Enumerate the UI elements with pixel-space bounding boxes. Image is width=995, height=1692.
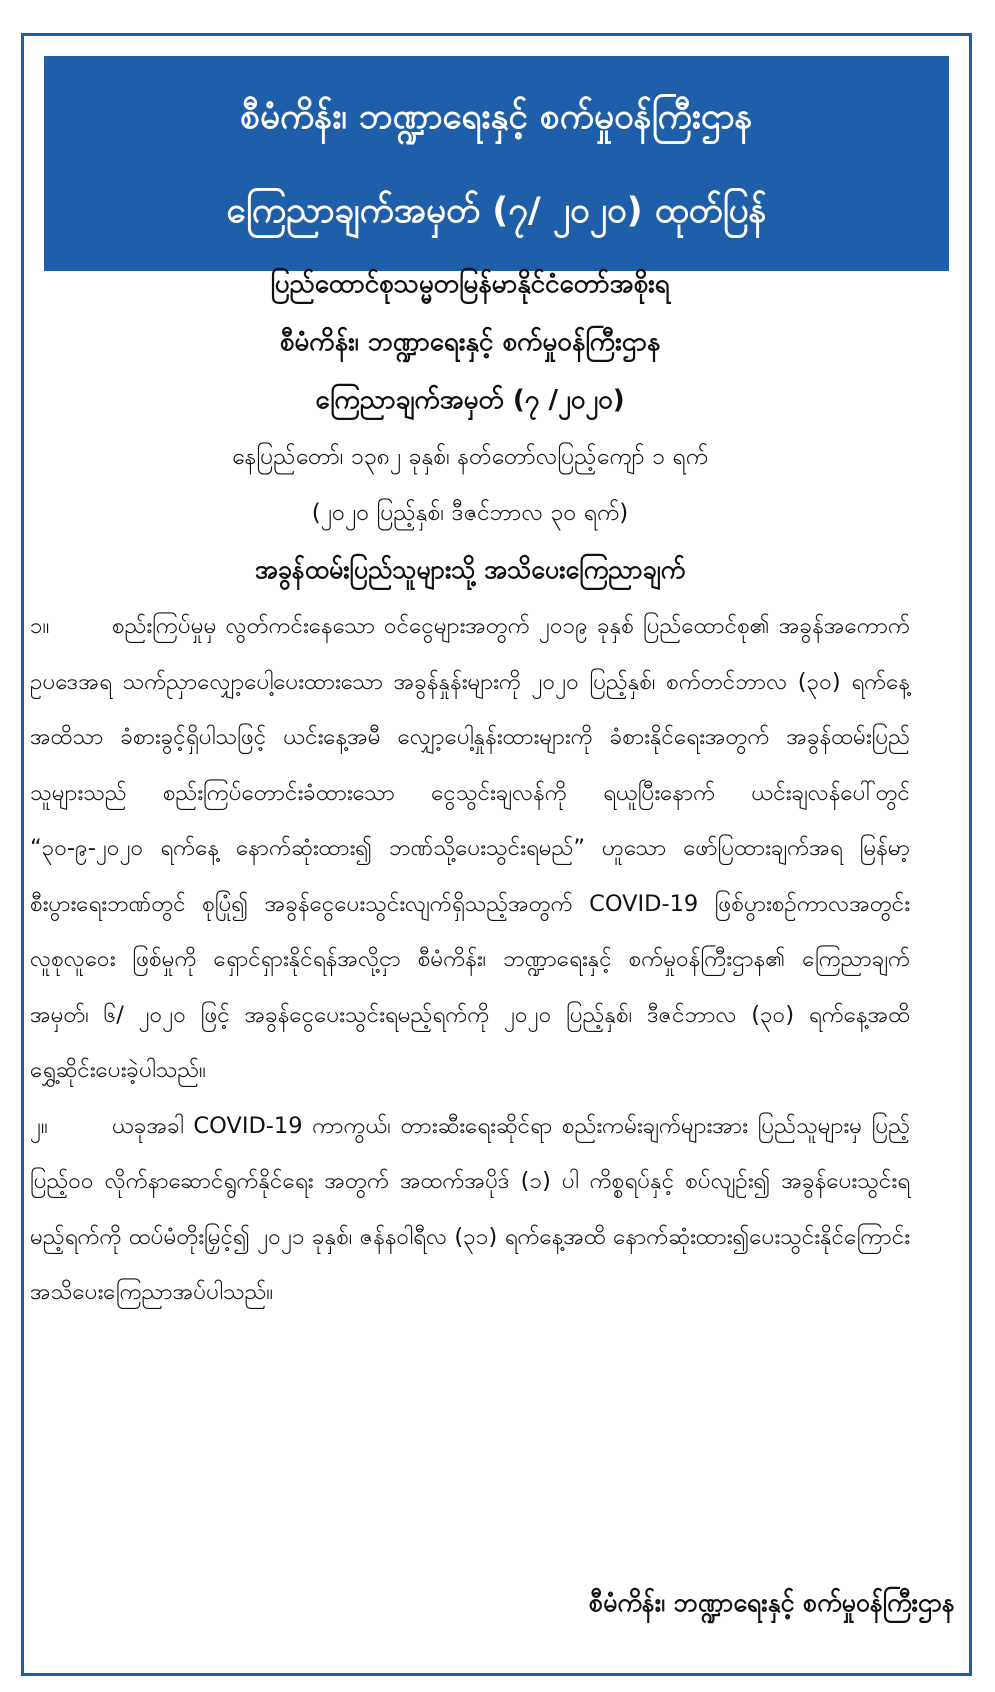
signature: စီမံကိန်း၊ ဘဏ္ဍာရေးနှင့် စက်မှုဝန်ကြီးဌာန [589,1588,955,1617]
paragraph-1-text: စည်းကြပ်မှုမှ လွတ်ကင်းနေသော ဝင်ငွေများအတွက် ၂၀၁၉ ခုနှစ် ပြည်ထောင်စု၏ အခွန်အကောက်ဥပဒေအရ သက်ညှာလျှော့ပေါ့ပေးထားသော အခွန်နှုန်းများကို ၂၀၂၀ ပြည့်နှစ်၊ စက်တင်ဘာလ (၃၀) ရက်နေ့ အထိသာ ခံစားခွင့်ရှိပါသဖြင့် ယင်းနေ့အမီ လျှော့ပေါ့နှုန်းထားများကို ခံစားနိုင်ရေးအတွက် အခွန်ထမ်းပြည်သူများသည် စည်းကြပ်တောင်းခံထားသော ငွေသွင်းချလန်ကို ရယူပြီးနောက် ယင်းချလန်ပေါ်တွင် “၃၀-၉-၂၀၂၀ ရက်နေ့ နောက်ဆုံးထား၍ ဘဏ်သို့ပေးသွင်းရမည်” ဟူသော ဖော်ပြထားချက်အရ မြန်မာ့စီးပွားရေးဘဏ်တွင် စုပြုံ၍ အခွန်ငွေပေးသွင်းလျက်ရှိသည့်အတွက် COVID-19 ဖြစ်ပွားစဉ်ကာလအတွင်း လူစုလူဝေး ဖြစ်မှုကို ရှောင်ရှားနိုင်ရန်အလို့ငှာ စီမံကိန်း၊ ဘဏ္ဍာရေးနှင့် စက်မှုဝန်ကြီးဌာန၏ ကြေညာချက်အမှတ်၊ ၆/ ၂၀၂၀ ဖြင့် အခွန်ငွေပေးသွင်းရမည့်ရက်ကို ၂၀၂၀ ပြည့်နှစ်၊ ဒီဇင်ဘာလ (၃၀) ရက်နေ့အထိ ရွှေ့ဆိုင်းပေးခဲ့ပါသည်။ [30,613,910,1083]
government-name: ပြည်ထောင်စုသမ္မတမြန်မာနိုင်ငံတော်အစိုးရ [270,269,670,299]
paragraph-1 [30,599,910,1099]
notice-title: အခွန်ထမ်းပြည်သူများသို့ အသိပေးကြေညာချက် [254,555,686,584]
header-band [44,56,949,271]
notice-content [30,255,910,1321]
paragraph-2 [30,1099,910,1321]
paragraph-2-text: ယခုအခါ COVID-19 ကာကွယ်၊ တားဆီးရေးဆိုင်ရာ စည်းကမ်းချက်များအား ပြည်သူများမှ ပြည့်ပြည့်ဝဝ လိုက်နာဆောင်ရွက်နိုင်ရေး အတွက် အထက်အပိုဒ် (၁) ပါ ကိစ္စရပ်နှင့် စပ်လျဉ်း၍ အခွန်ပေးသွင်းရမည့်ရက်ကို ထပ်မံတိုးမြှင့်၍ ၂၀၂၁ ခုနှစ်၊ ဇန်နဝါရီလ (၃၁) ရက်နေ့အထိ နောက်ဆုံးထား၍ပေးသွင်းနိုင်ကြောင်း အသိပေးကြေညာအပ်ပါသည်။ [30,1112,910,1305]
paragraph-2-number: ၂။ [30,1112,48,1139]
date-gregorian: (၂၀၂၀ ပြည့်နှစ်၊ ဒီဇင်ဘာလ ၃၀ ရက်) [311,500,629,526]
ministry-name: စီမံကိန်း၊ ဘဏ္ဍာရေးနှင့် စက်မှုဝန်ကြီးဌာန [279,327,661,357]
notice-number: ကြေညာချက်အမှတ် (၇ /၂၀၂၀) [315,385,625,415]
paragraph-1-number: ၁။ [30,613,50,639]
header-title-line-1: စီမံကိန်း၊ ဘဏ္ဍာရေးနှင့် စက်မှုဝန်ကြီးဌာန [240,96,753,137]
header-title-line-2: ကြေညာချက်အမှတ် (၇/ ၂၀၂၀) ထုတ်ပြန် [226,190,767,231]
date-myanmar: နေပြည်တော်၊ ၁၃၈၂ ခုနှစ်၊ နတ်တော်လပြည့်ကျော် ၁ ရက် [231,444,708,470]
